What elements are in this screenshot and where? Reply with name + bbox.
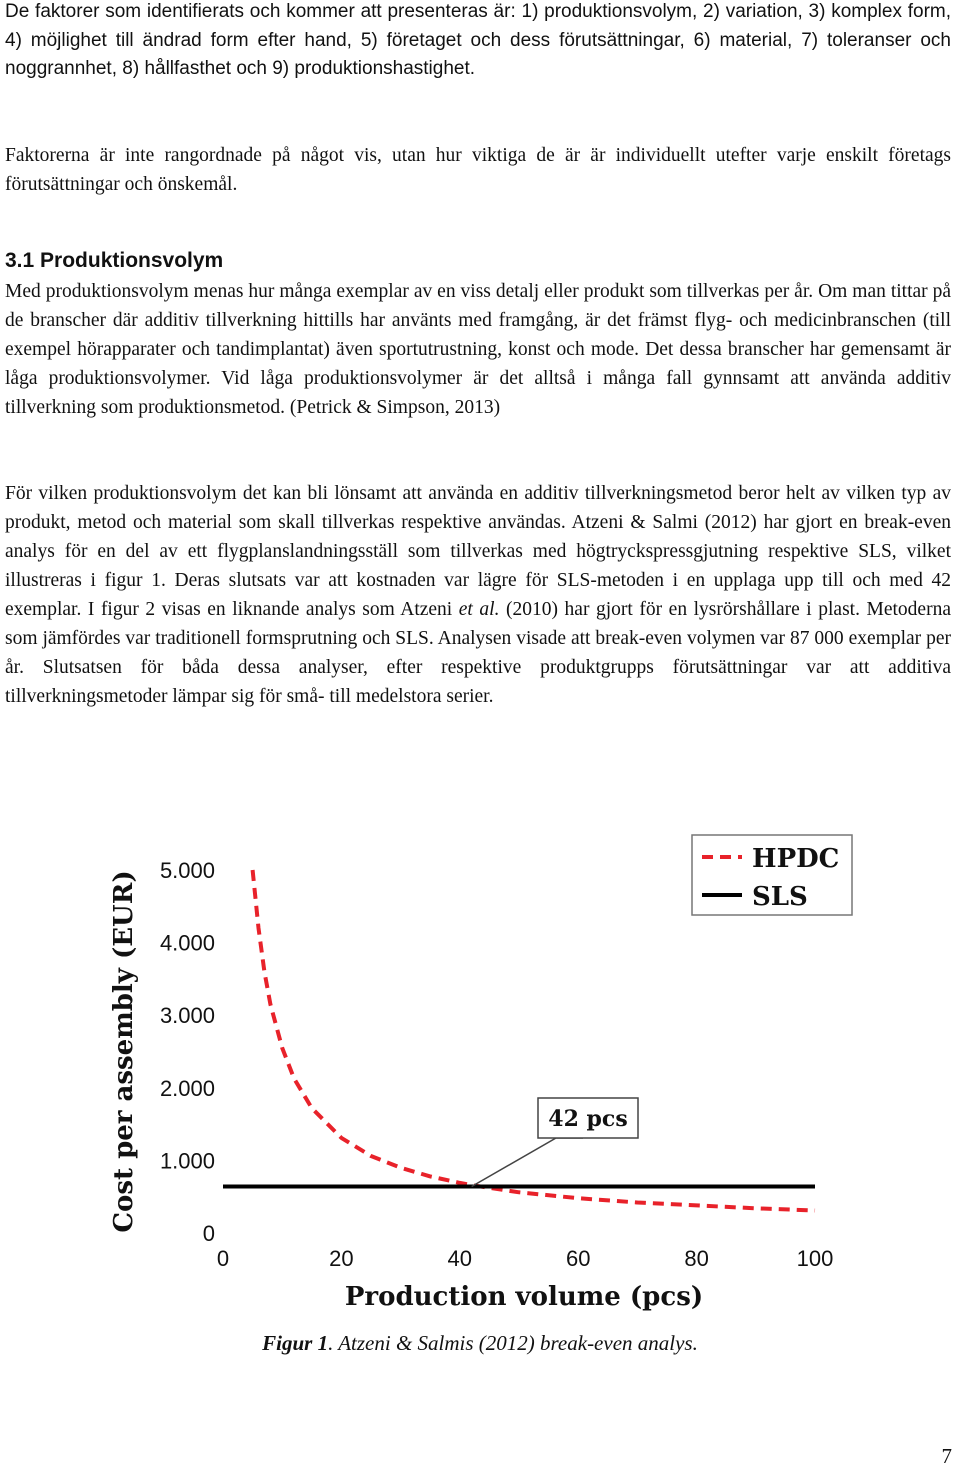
section-heading: 3.1 Produktionsvolym: [5, 249, 224, 272]
y-tick-label: 2.000: [159, 1075, 215, 1101]
x-tick-label: 80: [684, 1246, 709, 1271]
x-axis-label: Production volume (pcs): [344, 1282, 704, 1312]
x-tick-label: 60: [565, 1246, 591, 1271]
volume-paragraph-2-b: (2010) har gjort för en lysrörshållare i plast. Metoderna som jämfördes var traditionell formsprutning och SLS. Analysen visade att break-even volymen var 87 000 exemplar per år. Slutsatsen för båda dessa analyser, efter respektive produktgrupps förutsättningar var att additiva tillverkningsmetoder lämpar sig för små- till medelstora serier.: [5, 599, 951, 707]
et-al: et al.: [458, 599, 500, 620]
series-hpdc-line: [253, 870, 815, 1211]
x-tick-label: 40: [447, 1246, 473, 1271]
y-tick-label: 5.000: [159, 858, 215, 883]
volume-paragraph-2: [5, 479, 951, 711]
break-even-chart: [100, 830, 860, 1320]
y-tick-label: 0: [202, 1221, 215, 1246]
figure-caption: [0, 1331, 960, 1356]
figure-caption-text: . Atzeni & Salmis (2012) break-even analys.: [328, 1331, 698, 1355]
y-tick-label: 3.000: [159, 1003, 215, 1029]
x-tick-label: 20: [329, 1246, 354, 1271]
annotation-leader-line: [472, 1138, 583, 1187]
figure-caption-label: Figur 1: [262, 1331, 329, 1355]
x-tick-label: 100: [796, 1246, 834, 1271]
ranking-paragraph: Faktorerna är inte rangordnade på något vis, utan hur viktiga de är är individuellt utefter varje enskilt företags förutsättningar och önskemål.: [5, 145, 951, 195]
volume-paragraph-1: Med produktionsvolym menas hur många exemplar av en viss detalj eller produkt som tillverkas per år. Om man tittar på de branscher där additiv tillverkning hittills har använts med framgång, är det främst flyg- och medicinbranschen (till exempel hörapparater och tandimplantat) även sportutrustning, konst och mode. Det dessa branscher har gemensamt är låga produktionsvolymer. Vid låga produktionsvolymer är det alltså i många fall gynnsamt att använda additiv tillverkning som produktionsmetod. (Petrick & Simpson, 2013): [5, 281, 951, 418]
annotation-label: 42 pcs: [548, 1106, 628, 1132]
legend-label-hpdc: HPDC: [752, 844, 840, 874]
page-number: 7: [941, 1444, 952, 1468]
y-tick-label: 1.000: [159, 1148, 215, 1174]
legend-label-sls: SLS: [752, 882, 808, 912]
intro-paragraph: De faktorer som identifierats och kommer att presenteras är: 1) produktionsvolym, 2) variation, 3) komplex form, 4) möjlighet till ändrad form efter hand, 5) företaget och dess förutsättningar, 6) material, 7) toleranser och noggrannhet, 8) hållfasthet och 9) produktionshastighet.: [5, 1, 951, 79]
y-axis-label: Cost per assembly (EUR): [109, 870, 139, 1233]
chart-legend: [692, 835, 852, 915]
volume-paragraph-2-a: För vilken produktionsvolym det kan bli lönsamt att använda en additiv tillverkningsmetod beror helt av vilken typ av produkt, metod och material som skall tillverkas respektive användas. Atzeni & Salmi (2012) har gjort en break-even analys för en del av ett flygplanslandningsställ som tillverkas med högtryckspressgjutning respektive SLS, vilket illustreras i figur 1. Deras slutsats var att kostnaden var lägre för SLS-metoden i en upplaga upp till och med 42 exemplar. I figur 2 visas en liknande analys som Atzeni: [5, 483, 951, 620]
chart-annotation: [472, 1098, 638, 1187]
x-tick-label: 0: [216, 1246, 230, 1271]
chart-axes: [109, 858, 833, 1312]
y-tick-label: 4.000: [159, 930, 215, 956]
